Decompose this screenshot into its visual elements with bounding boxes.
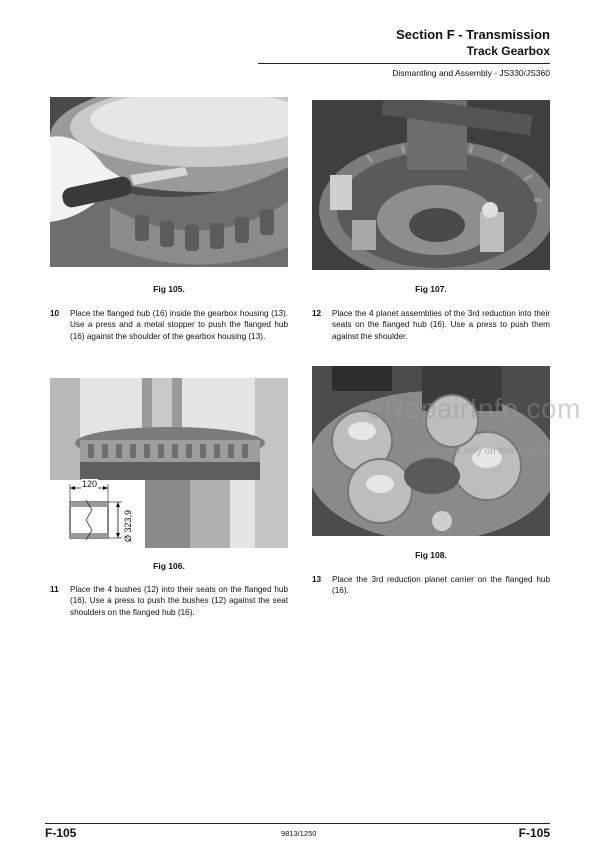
step-10 — [50, 308, 288, 356]
fig108-caption: Fig 108. — [415, 550, 447, 560]
step-text: Place the 3rd reduction planet carrier on the flanged hub (16). — [332, 575, 550, 596]
step-number: 12 — [312, 309, 322, 318]
step-text: Place the 4 bushes (12) into their seats on the flanged hub (16). Use a press to push the bushes (12) against the seat shoulders on the flanged hub (16). — [70, 585, 288, 617]
fig105-caption: Fig 105. — [153, 284, 185, 294]
section-title: Section F - Transmission — [396, 27, 550, 42]
step-number: 13 — [312, 575, 322, 584]
section-subtitle: Track Gearbox — [466, 44, 550, 58]
step-number: 10 — [50, 309, 60, 318]
step-12 — [312, 308, 550, 344]
step-13 — [312, 574, 550, 598]
procedure-title: Dismantling and Assembly - JS330/JS360 — [392, 68, 550, 78]
step-text: Place the 4 planet assemblies of the 3rd reduction into their seats on the flanged hub (16). Use a press to push them against the shoulder. — [332, 309, 550, 341]
fig107-photo — [312, 100, 550, 270]
fig106-caption: Fig 106. — [153, 561, 185, 571]
dimension-length-label: 120 — [82, 479, 98, 489]
step-text: Place the flanged hub (16) inside the gearbox housing (13). Use a press and a metal stopper to push the flanged hub (16) against the shoulder of the gearbox housing (13). — [70, 309, 288, 341]
header-rule — [258, 63, 550, 64]
step-11 — [50, 584, 288, 620]
page-number-left: F-105 — [45, 826, 77, 840]
watermark-note: watermark only on this sample — [414, 446, 550, 457]
footer-rule — [45, 823, 550, 824]
step-number: 11 — [50, 585, 59, 594]
bush-dimension-drawing — [50, 480, 145, 548]
fig107-caption: Fig 107. — [415, 284, 447, 294]
watermark-logo: eRepairInfo.com — [368, 393, 581, 424]
page-number-right: F-105 — [518, 826, 550, 840]
fig106-photo — [50, 378, 288, 548]
dimension-diameter-label: Ø 323,9 — [123, 509, 133, 542]
document-number: 9813/1250 — [281, 829, 317, 838]
fig105-photo — [50, 97, 288, 267]
